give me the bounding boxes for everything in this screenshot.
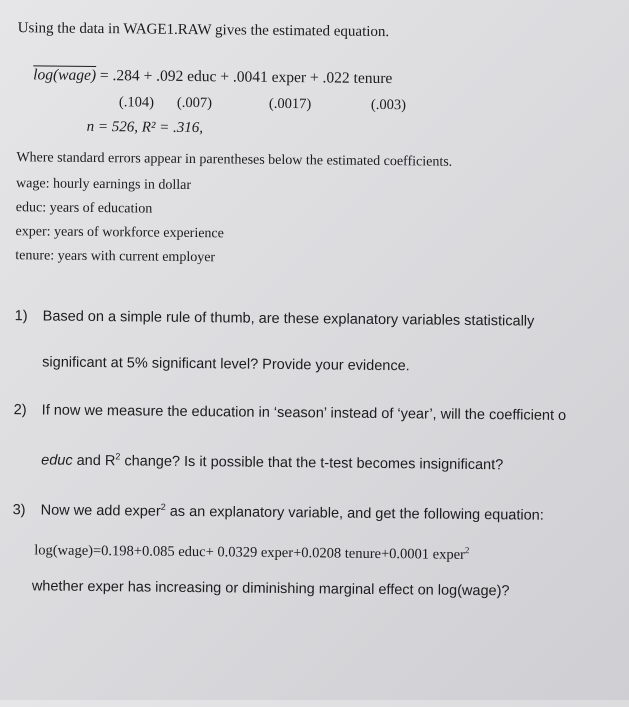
definition-exper: exper: years of workforce experience xyxy=(15,224,224,242)
question-3-line-3: whether exper has increasing or diminishing marginal effect on log(wage)? xyxy=(31,578,510,600)
question-1-number: 1) xyxy=(14,308,28,325)
question-2-line-2: educ and $R^2$ change? Is it possible that the t-test becomes insignificant? xyxy=(41,451,504,474)
standard-error-4: (.003) xyxy=(370,96,407,114)
intro-text: Using the data in WAGE1.RAW gives the estimated equation. xyxy=(17,20,390,41)
question-1-line-1: Based on a simple rule of thumb, are these explanatory variables statistically xyxy=(42,308,535,330)
definition-educ: educ: years of education xyxy=(15,200,153,217)
definition-tenure: tenure: years with current employer xyxy=(15,248,216,266)
question-3-equation: log(wage)=0.198+0.085 educ+ 0.0329 exper+0.0208 tenure+0.0001 exper$^2$ xyxy=(34,542,470,563)
equation-lhs: log(wage) xyxy=(33,66,97,85)
question-3-line-1: Now we add exper$^2$ as an explanatory variable, and get the following equation: xyxy=(40,501,544,524)
question-3-number: 3) xyxy=(12,502,26,519)
equation-stats: n = 526, R² = .316, xyxy=(86,118,204,137)
note-standard-errors: Where standard errors appear in parentheses below the estimated coefficients. xyxy=(16,150,453,170)
definition-wage: wage: hourly earnings in dollar xyxy=(15,176,192,194)
equation-rhs: = .284 + .092 educ + .0041 exper + .022 tenure xyxy=(95,67,393,88)
question-1-line-2: significant at 5% significant level? Provide your evidence. xyxy=(42,354,410,375)
question-2-line-1: If now we measure the education in ‘season’ instead of ‘year’, will the coefficient o xyxy=(41,402,567,424)
question-2-educ: educ xyxy=(41,452,73,469)
question-2-number: 2) xyxy=(13,402,27,419)
standard-error-2: (.007) xyxy=(176,94,213,112)
standard-error-3: (.0017) xyxy=(268,95,312,113)
standard-error-1: (.104) xyxy=(118,94,155,111)
estimated-equation xyxy=(33,66,392,88)
